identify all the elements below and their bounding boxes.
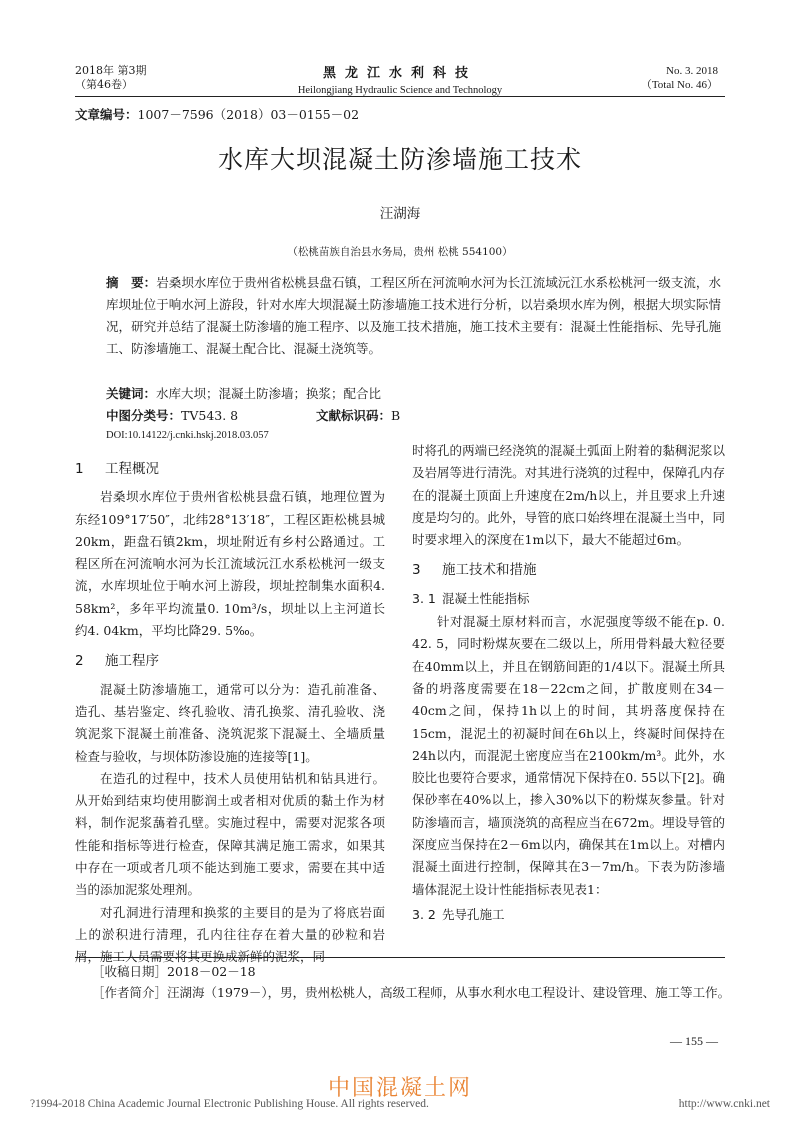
received-label: ［收稿日期］: [92, 964, 168, 979]
footnote-divider: [75, 957, 725, 958]
subsection-number: 3. 1: [412, 590, 436, 606]
subsection-title: 先导孔施工: [442, 906, 505, 922]
issue-year-line: 2018年 第3期: [75, 64, 147, 77]
keywords-label: 关键词：: [106, 386, 157, 401]
abstract-text: 岩桑坝水库位于贵州省松桃县盘石镇，工程区所在河流响水河为长江流域沅江水系松桃河一级支流，水库坝址位于响水河上游段，针对水库大坝混凝土防渗墙施工技术进行分析，以岩桑坝水库为例，根据大坝实际情况，研究并总结了混凝土防渗墙的施工程序、以及施工技术措施，施工技术主要有：混凝土性能指标、先导孔施工、防渗墙施工、混凝土配合比、混凝土浇筑等。: [106, 275, 721, 356]
paragraph-continued: 时将孔的两端已经浇筑的混凝土弧面上附着的黏稠泥浆以及岩屑等进行清洗。对其进行浇筑的过程中，保障孔内存在的混凝土顶面上升速度在2m/h以上，并且要求上升速度是均匀的。此外，导管的底口始终埋在混凝土当中，同时要求埋入的深度在1m以下，最大不能超过6m。: [412, 443, 725, 548]
section-number: 1: [75, 461, 84, 477]
paper-author: 汪湖海: [379, 206, 421, 222]
abstract-label: 摘 要：: [106, 275, 157, 290]
keywords-text: 水库大坝；混凝土防渗墙；换浆；配合比: [156, 386, 382, 401]
article-number-label: 文章编号：: [75, 107, 138, 122]
received-value: 2018－02－18: [167, 964, 256, 979]
author-bio-value: 汪湖海（1979－），男，贵州松桃人，高级工程师，从事水利水电工程设计、建设管理、施工等工作。: [167, 985, 731, 1000]
clc-label: 中图分类号：: [106, 408, 182, 423]
keywords: [106, 383, 721, 405]
issue-info-right: [641, 64, 718, 92]
watermark-text: 中国混凝土网: [327, 1076, 472, 1101]
issue-number-line: No. 3. 2018: [666, 65, 718, 77]
copyright-footer: [30, 1098, 770, 1110]
document-code-label: 文献标识码：: [316, 408, 392, 423]
doi: DOI:10.14122/j.cnki.hskj.2018.03.057: [106, 430, 269, 441]
right-column: [412, 440, 725, 927]
copyright-text: ?1994-2018 China Academic Journal Electronic Publishing House. All rights reserved.: [30, 1098, 429, 1110]
section-heading-1: [75, 458, 385, 480]
abstract: [106, 272, 721, 360]
section-title: 施工程序: [105, 653, 159, 670]
paragraph: 岩桑坝水库位于贵州省松桃县盘石镇，地理位置为东经109°17′50″，北纬28°13′18″，工程区距松桃县城20km，距盘石镇2km，坝址附近有乡村公路通过。工程区所在河流响水河为长江流域沅江水系松桃河一级支流，水库坝址位于响水河上游段，坝址控制集水面积4. 58km²，多年平均流量0. 10m³/s，坝址以上主河道长约4. 04km，平均比降29. 5‰。: [75, 489, 385, 639]
document-code-value: B: [391, 408, 401, 423]
paper-title: 水库大坝混凝土防渗墙施工技术: [217, 145, 582, 174]
section-title: 施工技术和措施: [442, 562, 537, 579]
page-number: — 155 —: [670, 1034, 718, 1048]
clc-number: [106, 405, 238, 427]
paragraph: 混凝土防渗墙施工，通常可以分为：造孔前准备、造孔、基岩鉴定、终孔验收、清孔换浆、清孔验收、浇筑泥浆下混凝土前准备、浇筑泥浆下混凝土、全墙质量检查与验收，与坝体防渗设施的连接等[1]。: [75, 681, 385, 764]
clc-value: TV543. 8: [181, 408, 239, 423]
article-number: [75, 105, 359, 123]
article-number-value: 1007－7596（2018）03－0155－02: [137, 107, 360, 122]
journal-title-cn: 黑龙江水利科技: [322, 66, 477, 81]
journal-title-en: Heilongjiang Hydraulic Science and Technology: [297, 85, 503, 96]
issue-volume-line: （第46卷）: [75, 78, 133, 91]
footnote-received: [92, 962, 732, 981]
paragraph: 针对混凝土原材料而言，水泥强度等级不能在p. 0. 42. 5，同时粉煤灰要在二级以上，所用骨料最大粒径要在40mm以上，并且在钢筋间距的1/4以下。混凝土所具备的坍落度需要在18－22cm之间，扩散度则在34－40cm之间，保持1h以上的时间，其坍落度保持在15cm，混泥土的初凝时间在6h以上，终凝时间保持在24h以内，而混泥土密度应当在2100km/m³。此外，水胶比也要符合要求，通常情况下保持在0. 55以下[2]。确保砂率在40%以上，掺入30%以下的粉煤灰参量。针对防渗墙而言，墙顶浇筑的高程应当在672m。埋设导管的深度应当保持在2－6m以内，确保其在1m以上。对槽内混凝土面进行控制，保障其在3－7m/h。下表为防渗墙墙体混泥土设计性能指标表见表1：: [412, 614, 725, 897]
section-heading-3: [412, 559, 725, 581]
footnote-author: [92, 983, 732, 1002]
section-title: 工程概况: [105, 461, 159, 477]
section-number: 3: [412, 562, 421, 579]
subsection-heading-3-1: [412, 588, 725, 610]
paragraph: 在造孔的过程中，技术人员使用钻机和钻具进行。从开始到结束均使用膨润土或者相对优质的黏土作为材料，制作泥浆䕵着孔壁。实施过程中，需要对泥浆各项性能和指标等进行检查，保障其满足施工需求，如果其中存在一项或者几项不能达到施工要求，需要在其中适当的添加泥浆处理剂。: [75, 770, 385, 898]
header-divider: [75, 96, 725, 97]
paragraph: 对孔洞进行清理和换浆的主要目的是为了将底岩面上的淤积进行清理，孔内往往存在着大量的砂粒和岩屑，施工人员需要将其更换成新鲜的泥浆，同: [75, 904, 385, 965]
cnki-link[interactable]: http://www.cnki.net: [678, 1098, 770, 1110]
subsection-number: 3. 2: [412, 906, 436, 922]
section-number: 2: [75, 653, 84, 670]
subsection-title: 混凝土性能指标: [442, 590, 530, 606]
left-column: [75, 450, 385, 969]
section-heading-2: [75, 650, 385, 672]
author-affiliation: （松桃苗族自治县水务局，贵州 松桃 554100）: [287, 246, 513, 258]
author-bio-label: ［作者简介］: [92, 985, 168, 1000]
subsection-heading-3-2: [412, 904, 725, 926]
issue-total-line: （Total No. 46）: [640, 79, 718, 91]
document-code: [316, 405, 400, 427]
